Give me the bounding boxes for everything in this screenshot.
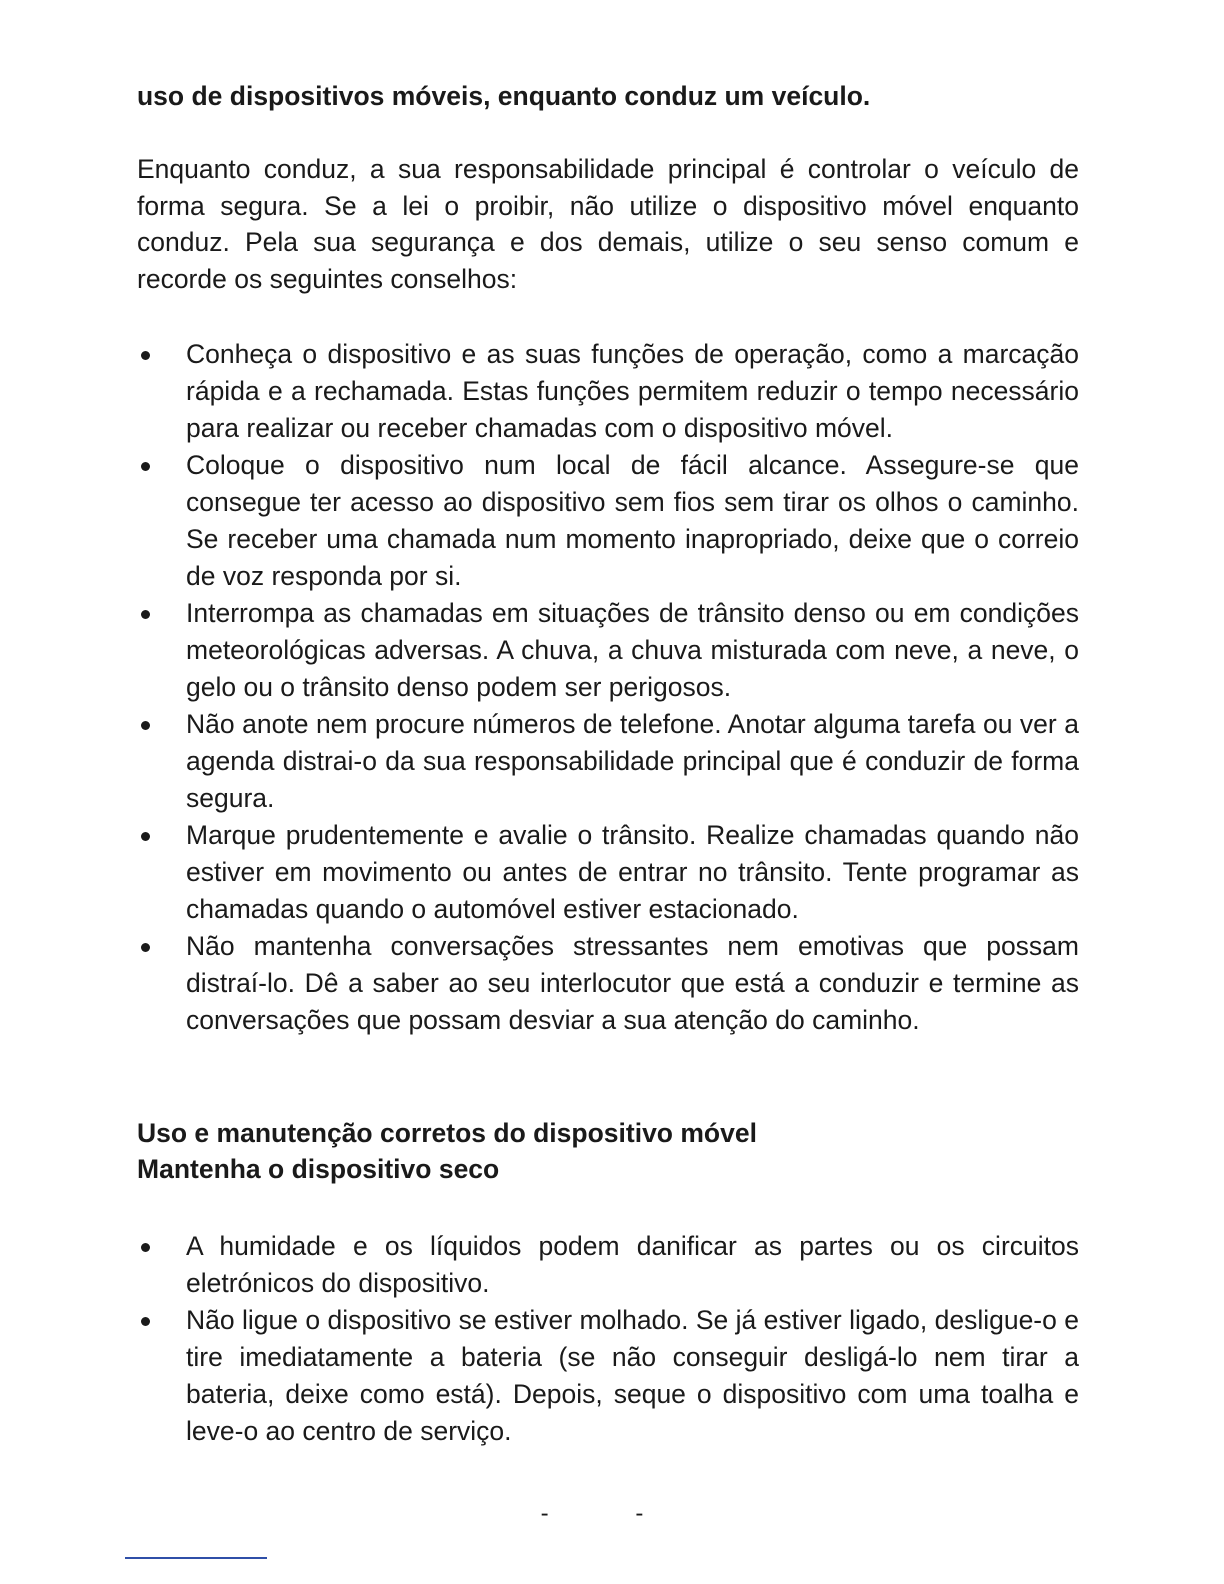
list-item-text: A humidade e os líquidos podem danificar as partes ou os circuitos eletrónicos do dispositivo. xyxy=(186,1231,1079,1298)
list-item xyxy=(137,595,1079,706)
page-number: - - xyxy=(540,1500,684,1527)
list-item xyxy=(137,928,1079,1039)
dry-tips-list xyxy=(137,1228,1079,1450)
driving-tips-list xyxy=(137,336,1079,1039)
list-item-text: Conheça o dispositivo e as suas funções de operação, como a marcação rápida e a rechamada. Estas funções permitem reduzir o tempo necessário para realizar ou receber chamadas com o dispositivo móvel. xyxy=(186,339,1079,443)
bullet-icon xyxy=(141,943,150,952)
list-item xyxy=(137,817,1079,928)
section-headings xyxy=(137,1115,1079,1187)
list-item xyxy=(137,1302,1079,1450)
list-item-text: Marque prudentemente e avalie o trânsito. Realize chamadas quando não estiver em movimento ou antes de entrar no trânsito. Tente programar as chamadas quando o automóvel estiver estacionado. xyxy=(186,820,1079,924)
heading-driving-mobile-use: uso de dispositivos móveis, enquanto conduz um veículo. xyxy=(137,81,871,111)
bullet-icon xyxy=(141,462,150,471)
list-item-text: Não ligue o dispositivo se estiver molhado. Se já estiver ligado, desligue-o e tire imediatamente a bateria (se não conseguir desligá-lo nem tirar a bateria, deixe como está). Depois, seque o dispositivo com uma toalha e leve-o ao centro de serviço. xyxy=(186,1305,1079,1446)
list-item xyxy=(137,1228,1079,1302)
bullet-icon xyxy=(141,1317,150,1326)
list-item-text: Não anote nem procure números de telefone. Anotar alguma tarefa ou ver a agenda distrai-o da sua responsabilidade principal que é conduzir de forma segura. xyxy=(186,709,1079,813)
list-item xyxy=(137,336,1079,447)
list-item-text: Coloque o dispositivo num local de fácil alcance. Assegure-se que consegue ter acesso ao dispositivo sem fios sem tirar os olhos o caminho. Se receber uma chamada num momento inapropriado, deixe que o correio de voz responda por si. xyxy=(186,450,1079,591)
intro-paragraph: Enquanto conduz, a sua responsabilidade principal é controlar o veículo de forma segura. Se a lei o proibir, não utilize o dispositivo móvel enquanto conduz. Pela sua segurança e dos demais, utilize o seu senso comum e recorde os seguintes conselhos: xyxy=(137,154,1079,294)
list-item-text: Interrompa as chamadas em situações de trânsito denso ou em condições meteorológicas adversas. A chuva, a chuva misturada com neve, a neve, o gelo ou o trânsito denso podem ser perigosos. xyxy=(186,598,1079,702)
bullet-icon xyxy=(141,721,150,730)
bullet-icon xyxy=(141,1243,150,1252)
list-item xyxy=(137,447,1079,595)
footnote-divider xyxy=(125,1557,267,1559)
bullet-icon xyxy=(141,832,150,841)
bullet-icon xyxy=(141,351,150,360)
list-item-text: Não mantenha conversações stressantes nem emotivas que possam distraí-lo. Dê a saber ao seu interlocutor que está a conduzir e termine as conversações que possam desviar a sua atenção do caminho. xyxy=(186,931,1079,1035)
section-title: Uso e manutenção corretos do dispositivo móvel xyxy=(137,1118,757,1148)
subsection-title: Mantenha o dispositivo seco xyxy=(137,1154,500,1184)
bullet-icon xyxy=(141,610,150,619)
list-item xyxy=(137,706,1079,817)
